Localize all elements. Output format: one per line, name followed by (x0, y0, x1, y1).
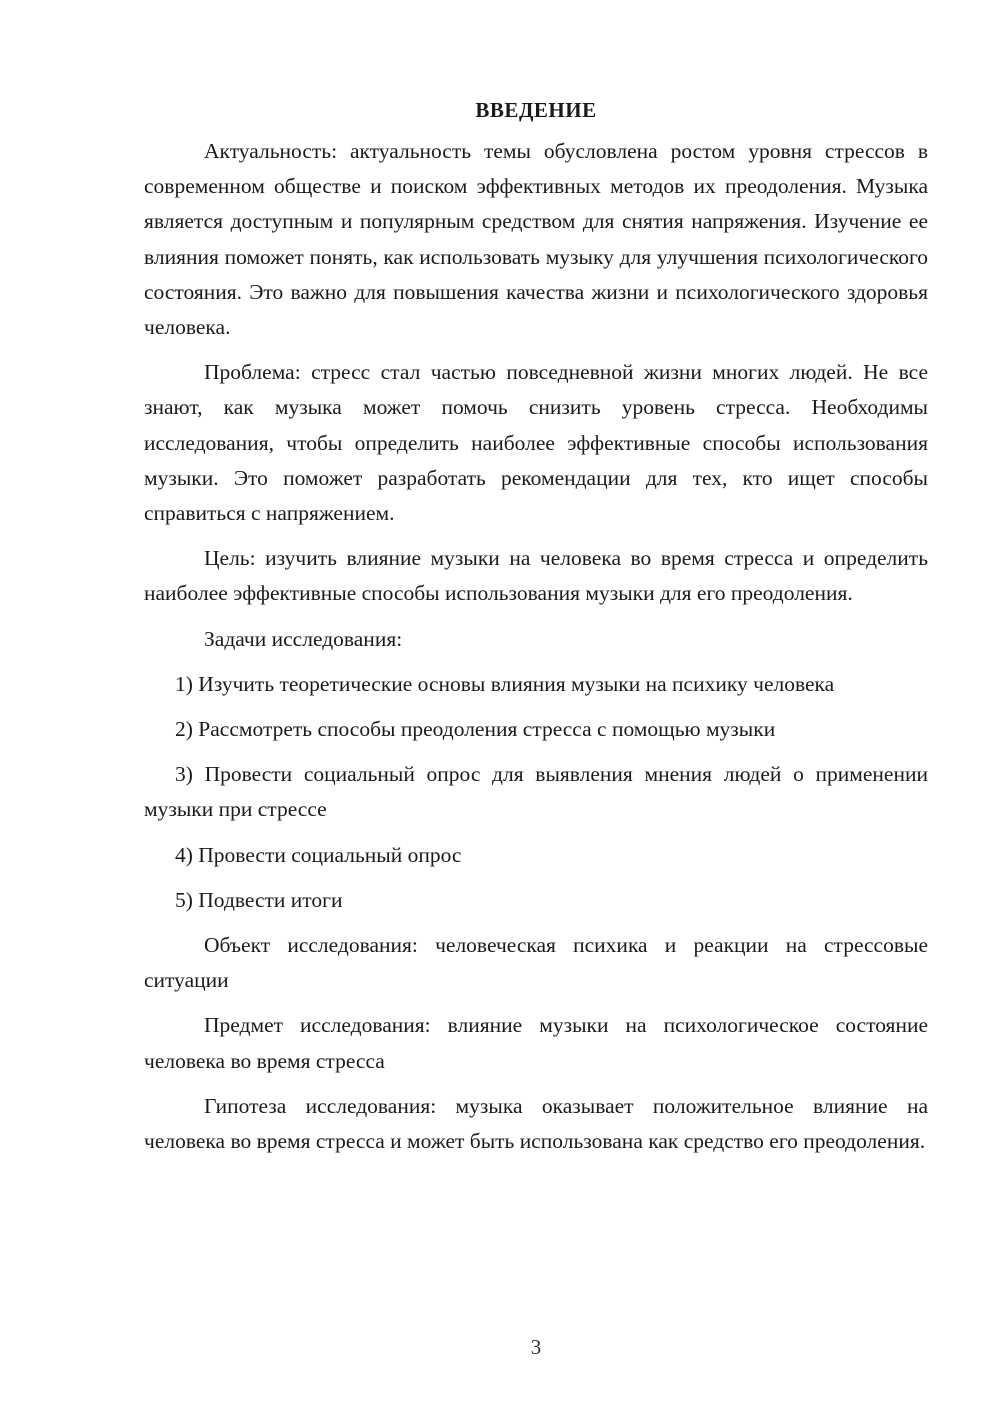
problem-paragraph: Проблема: стресс стал частью повседневной жизни многих людей. Не все знают, как музыка может помочь снизить уровень стресса. Необходимы исследования, чтобы определить наиболее эффективные способы использования музыки. Это поможет разработать рекомендации для тех, кто ищет способы справиться с напряжением. (144, 360, 928, 526)
page-title: ВВЕДЕНИЕ (475, 98, 597, 122)
page-number: 3 (530, 1335, 542, 1359)
task-item-2: 2) Рассмотреть способы преодоления стресса с помощью музыки (175, 717, 776, 742)
task-item-4: 4) Провести социальный опрос (175, 842, 462, 867)
goal-paragraph: Цель: изучить влияние музыки на человека во время стресса и определить наиболее эффективные способы использования музыки для его преодоления. (144, 546, 928, 606)
task-item-5: 5) Подвести итоги (175, 887, 343, 912)
subject-paragraph: Предмет исследования: влияние музыки на психологическое состояние человека во время стресса (144, 1013, 928, 1073)
relevance-paragraph: Актуальность: актуальность темы обусловлена ростом уровня стрессов в современном обществе и поиском эффективных методов их преодоления. Музыка является доступным и популярным средством для снятия напряжения. Изучение ее влияния поможет понять, как использовать музыку для улучшения психологического состояния. Это важно для повышения качества жизни и психологического здоровья человека. (144, 139, 928, 340)
page-content (144, 93, 928, 1169)
task-item-1: 1) Изучить теоретические основы влияния музыки на психику человека (175, 671, 835, 696)
hypothesis-paragraph: Гипотеза исследования: музыка оказывает положительное влияние на человека во время стресса и может быть использована как средство его преодоления. (144, 1093, 928, 1154)
task-item-3: 3) Провести социальный опрос для выявления мнения людей о применении музыки при стрессе (144, 762, 928, 822)
object-paragraph: Объект исследования: человеческая психика и реакции на стрессовые ситуации (144, 933, 928, 993)
tasks-heading: Задачи исследования: (204, 626, 403, 651)
